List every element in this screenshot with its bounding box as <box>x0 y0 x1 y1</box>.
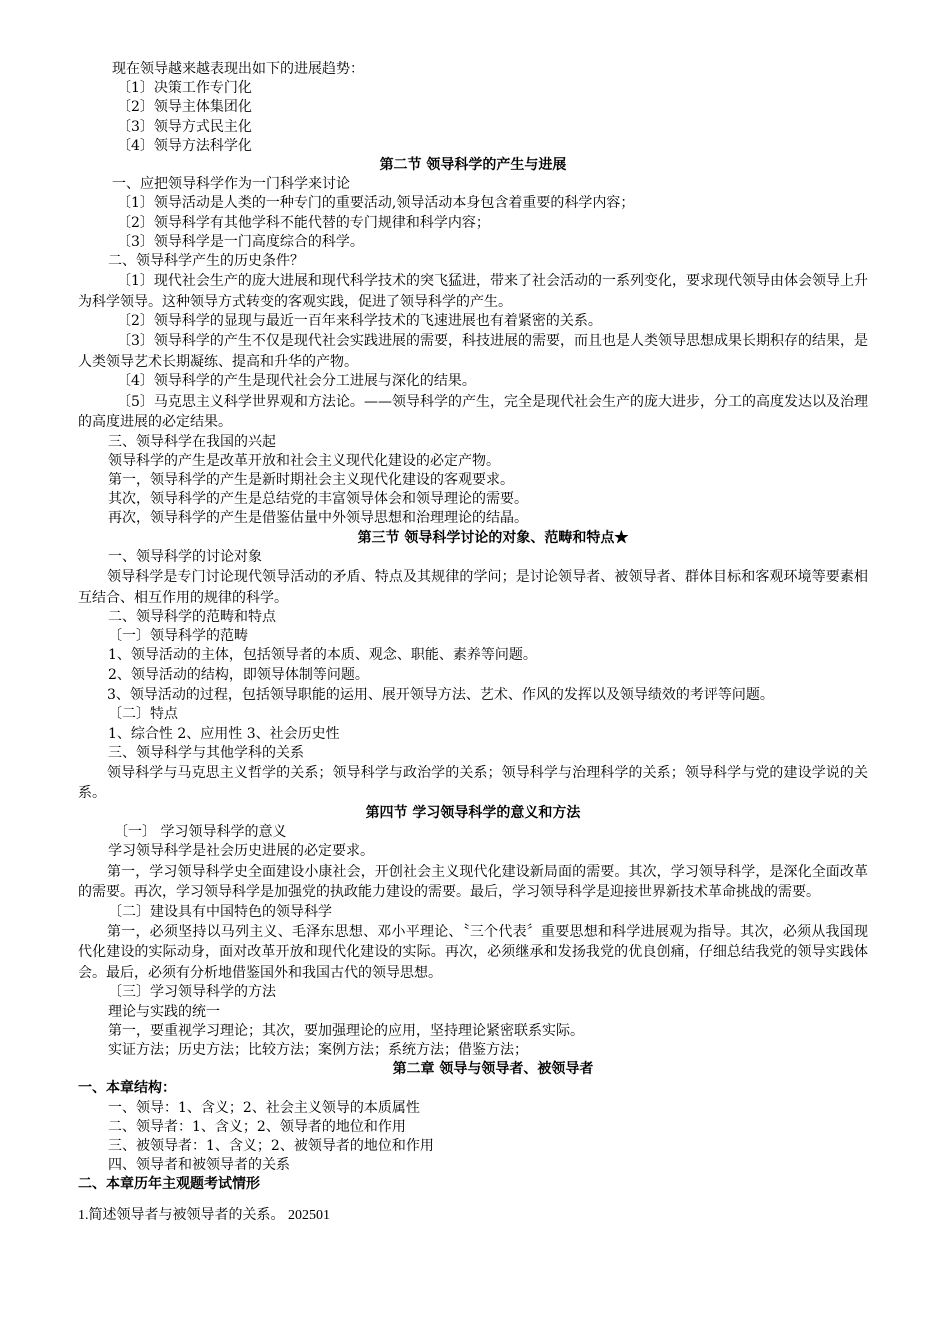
list-item: 二、领导者：1、含义；2、领导者的地位和作用 <box>108 1118 406 1135</box>
paragraph: 领导科学的产生是改革开放和社会主义现代化建设的必定产物。 <box>108 452 500 469</box>
paragraph: 1、综合性 2、应用性 3、社会历史性 <box>108 725 340 742</box>
section-heading: 一、领导科学的讨论对象 <box>108 548 262 565</box>
paragraph: 理论与实践的统一 <box>108 1003 220 1020</box>
section-title: 第三节 领导科学讨论的对象、范畴和特点★ <box>357 529 629 546</box>
paragraph: 〔3〕领导科学的产生不仅是现代社会实践进展的需要，科技进展的需要，而且也是人类领导思想成果长期积存的结果，是人类领导艺术长期凝练、提高和升华的产物。 <box>78 333 868 370</box>
list-item: 〔3〕领导科学是一门高度综合的科学。 <box>117 233 364 250</box>
part-heading: 一、本章结构： <box>78 1080 176 1097</box>
paragraph: 其次，领导科学的产生是总结党的丰富领导体会和领导理论的需要。 <box>108 491 528 508</box>
list-item: 三、被领导者：1、含义；2、被领导者的地位和作用 <box>108 1137 434 1154</box>
sub-heading: 〔二〕建设具有中国特色的领导科学 <box>108 903 332 920</box>
trend-item: 〔2〕领导主体集团化 <box>117 99 252 116</box>
section-heading: 三、领导科学与其他学科的关系 <box>108 744 304 761</box>
paragraph: 〔1〕现代社会生产的庞大进展和现代科学技术的突飞猛进，带来了社会活动的一系列变化，要求现代领导由体会领导上升为科学领导。这种领导方式转变的客观实践，促进了领导科学的产生。 <box>78 273 868 310</box>
section-heading: 二、领导科学的范畴和特点 <box>108 609 276 626</box>
paragraph: 领导科学是专门讨论现代领导活动的矛盾、特点及其规律的学问；是讨论领导者、被领导者、群体目标和客观环境等要素相互结合、相互作用的规律的科学。 <box>78 569 868 606</box>
paragraph: 领导科学与马克思主义哲学的关系；领导科学与政治学的关系；领导科学与治理科学的关系；领导科学与党的建设学说的关系。 <box>78 764 868 802</box>
list-item: 2、领导活动的结构，即领导体制等问题。 <box>108 666 369 683</box>
paragraph: 〔2〕领导科学的显现与最近一百年来科学技术的飞速进展也有着紧密的关系。 <box>117 313 602 330</box>
trend-item: 〔1〕决策工作专门化 <box>117 80 252 97</box>
trend-item: 〔3〕领导方式民主化 <box>117 118 252 135</box>
paragraph: 〔4〕领导科学的产生是现代社会分工进展与深化的结果。 <box>117 373 476 390</box>
sub-heading: 〔二〕特点 <box>108 706 178 723</box>
list-item: 3、领导活动的过程，包括领导职能的运用、展开领导方法、艺术、作风的发挥以及领导绩效的考评等问题。 <box>107 686 774 703</box>
section-title: 第四节 学习领导科学的意义和方法 <box>365 804 581 821</box>
question-item: 1.简述领导者与被领导者的关系。 202501 <box>78 1207 330 1223</box>
section-heading: 一、应把领导科学作为一门科学来讨论 <box>112 176 350 193</box>
section-heading: 三、领导科学在我国的兴起 <box>108 433 276 450</box>
paragraph: 第一，学习领导科学史全面建设小康社会，开创社会主义现代化建设新局面的需要。其次，学习领导科学，是深化全面改革的需要。再次，学习领导科学是加强党的执政能力建设的需要。最后，学习领导科学是迎接世界新技术革命挑战的需要。 <box>78 863 868 901</box>
paragraph: 第一，必须坚持以马列主义、毛泽东思想、邓小平理论、〝三个代表〞重要思想和科学进展观为指导。其次，必须从我国现代化建设的实际动身，面对改革开放和现代化建设的实际。再次，必须继承和发扬我党的优良创痛，仔细总结我党的领导实践体会。最后，必须有分析地借鉴国外和我国古代的领导思想。 <box>78 923 868 981</box>
list-item: 〔2〕领导科学有其他学科不能代替的专门规律和科学内容； <box>117 214 490 231</box>
part-heading: 二、本章历年主观题考试情形 <box>78 1176 260 1193</box>
sub-heading: 〔三〕学习领导科学的方法 <box>108 984 276 1001</box>
spacer <box>78 1195 868 1206</box>
paragraph: 再次，领导科学的产生是借鉴估量中外领导思想和治理理论的结晶。 <box>108 510 528 527</box>
paragraph: 第一，要重视学习理论；其次，要加强理论的应用，坚持理论紧密联系实际。 <box>108 1022 584 1039</box>
paragraph: 学习领导科学是社会历史进展的必定要求。 <box>108 843 374 860</box>
sub-heading: 〔一〕 学习领导科学的意义 <box>114 824 287 841</box>
list-item: 1、领导活动的主体，包括领导者的本质、观念、职能、素养等问题。 <box>108 647 537 664</box>
chapter-title: 第二章 领导与领导者、被领导者 <box>392 1061 594 1078</box>
section-title: 第二节 领导科学的产生与进展 <box>379 157 567 174</box>
paragraph: 〔5〕马克思主义科学世界观和方法论。——领导科学的产生，完全是现代社会生产的庞大进步，分工的高度发达以及治理的高度进展的必定结果。 <box>78 393 868 431</box>
paragraph: 第一，领导科学的产生是新时期社会主义现代化建设的客观要求。 <box>108 472 514 489</box>
paragraph: 实证方法；历史方法；比较方法；案例方法；系统方法；借鉴方法； <box>108 1041 528 1058</box>
list-item: 四、领导者和被领导者的关系 <box>108 1157 290 1174</box>
section-heading: 二、领导科学产生的历史条件？ <box>108 253 304 270</box>
document-page <box>78 60 868 1225</box>
sub-heading: 〔一〕领导科学的范畴 <box>108 628 248 645</box>
trend-item: 〔4〕领导方法科学化 <box>117 137 252 154</box>
trend-intro: 现在领导越来越表现出如下的进展趋势： <box>112 61 364 77</box>
list-item: 〔1〕领导活动是人类的一种专门的重要活动,领导活动本身包含着重要的科学内容； <box>117 195 635 212</box>
list-item: 一、领导：1、含义；2、社会主义领导的本质属性 <box>108 1099 420 1116</box>
